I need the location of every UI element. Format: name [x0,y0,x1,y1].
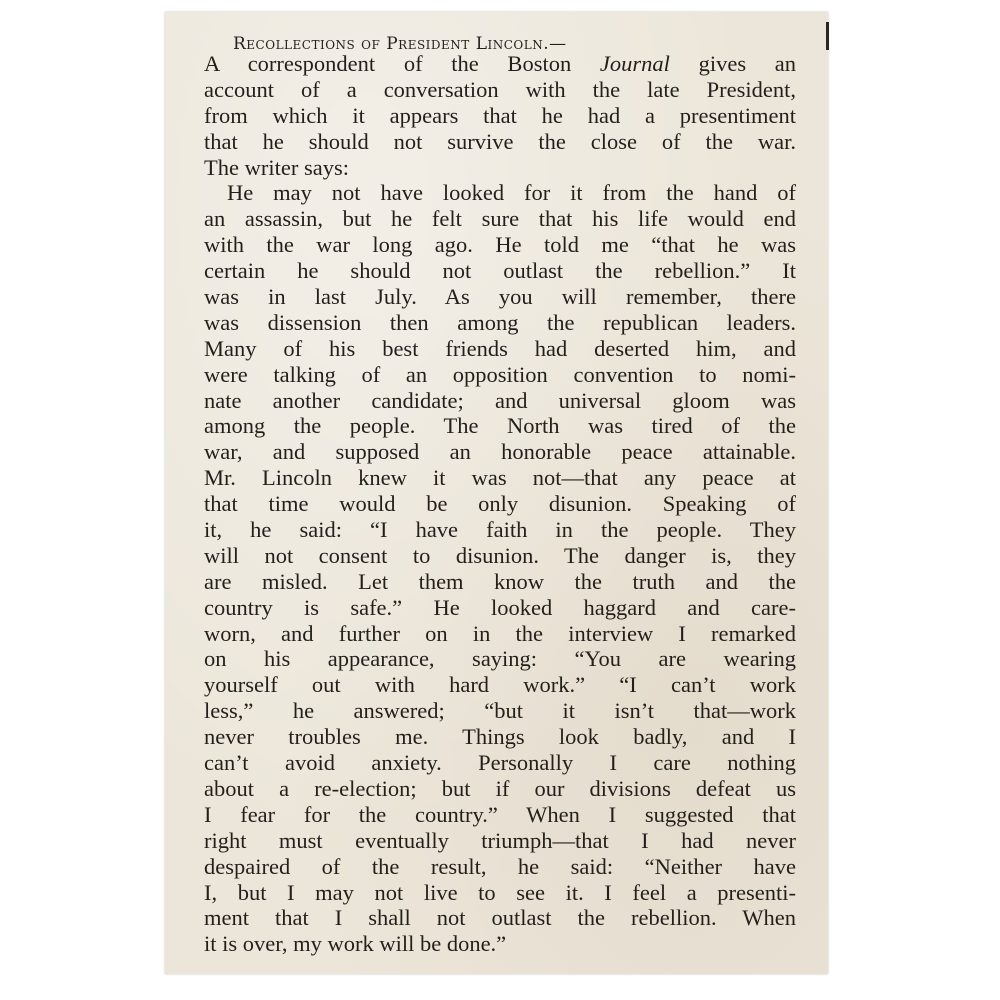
paragraph-start-line: He may not have looked for it from the hand of [227,180,796,206]
body-line: I, but I may not live to see it. I feel a presenti- [204,879,796,905]
article-headline: Recollections of President Lincoln.— [233,34,567,54]
column-rule-mark [826,22,829,50]
body-line: I fear for the country.” When I suggested that [204,801,796,827]
body-line: yourself out with hard work.” “I can’t work [204,672,796,698]
body-line: right must eventually triumph—that I had never [204,827,796,853]
body-line: from which it appears that he had a presentiment [204,102,796,128]
body-line: war, and supposed an honorable peace attainable. [204,439,796,465]
body-line: worn, and further on in the interview I remarked [204,620,796,646]
article-body [204,51,796,957]
body-line [204,51,796,77]
body-line: Many of his best friends had deserted him, and [204,335,796,361]
body-line: on his appearance, saying: “You are wearing [204,646,796,672]
body-line: an assassin, but he felt sure that his life would end [204,206,796,232]
body-line: was in last July. As you will remember, there [204,284,796,310]
body-line: The writer says: [204,154,349,180]
body-line: it, he said: “I have faith in the people. They [204,517,796,543]
body-line: country is safe.” He looked haggard and care- [204,594,796,620]
body-line: account of a conversation with the late President, [204,76,796,102]
body-line: are misled. Let them know the truth and the [204,568,796,594]
body-line: about a re-election; but if our divisions defeat us [204,775,796,801]
body-line: ment that I shall not outlast the rebellion. When [204,905,796,931]
body-line: among the people. The North was tired of the [204,413,796,439]
body-line: were talking of an opposition convention to nomi- [204,361,796,387]
body-line-text: A correspondent of the Boston [204,51,600,76]
body-line: it is over, my work will be done.” [204,931,507,957]
publication-name: Journal [599,51,670,76]
body-line: Mr. Lincoln knew it was not—that any peace at [204,465,796,491]
body-line: never troubles me. Things look badly, and I [204,724,796,750]
body-line: that time would be only disunion. Speaking of [204,491,796,517]
body-line: certain he should not outlast the rebellion.” It [204,258,796,284]
body-line: that he should not survive the close of the war. [204,128,796,154]
body-line: was dissension then among the republican leaders. [204,309,796,335]
body-line: can’t avoid anxiety. Personally I care nothing [204,750,796,776]
body-line-text: gives an [669,51,796,76]
body-line: less,” he answered; “but it isn’t that—work [204,698,796,724]
body-line: with the war long ago. He told me “that he was [204,232,796,258]
body-line: will not consent to disunion. The danger is, they [204,542,796,568]
body-line: despaired of the result, he said: “Neither have [204,853,796,879]
body-line: nate another candidate; and universal gloom was [204,387,796,413]
